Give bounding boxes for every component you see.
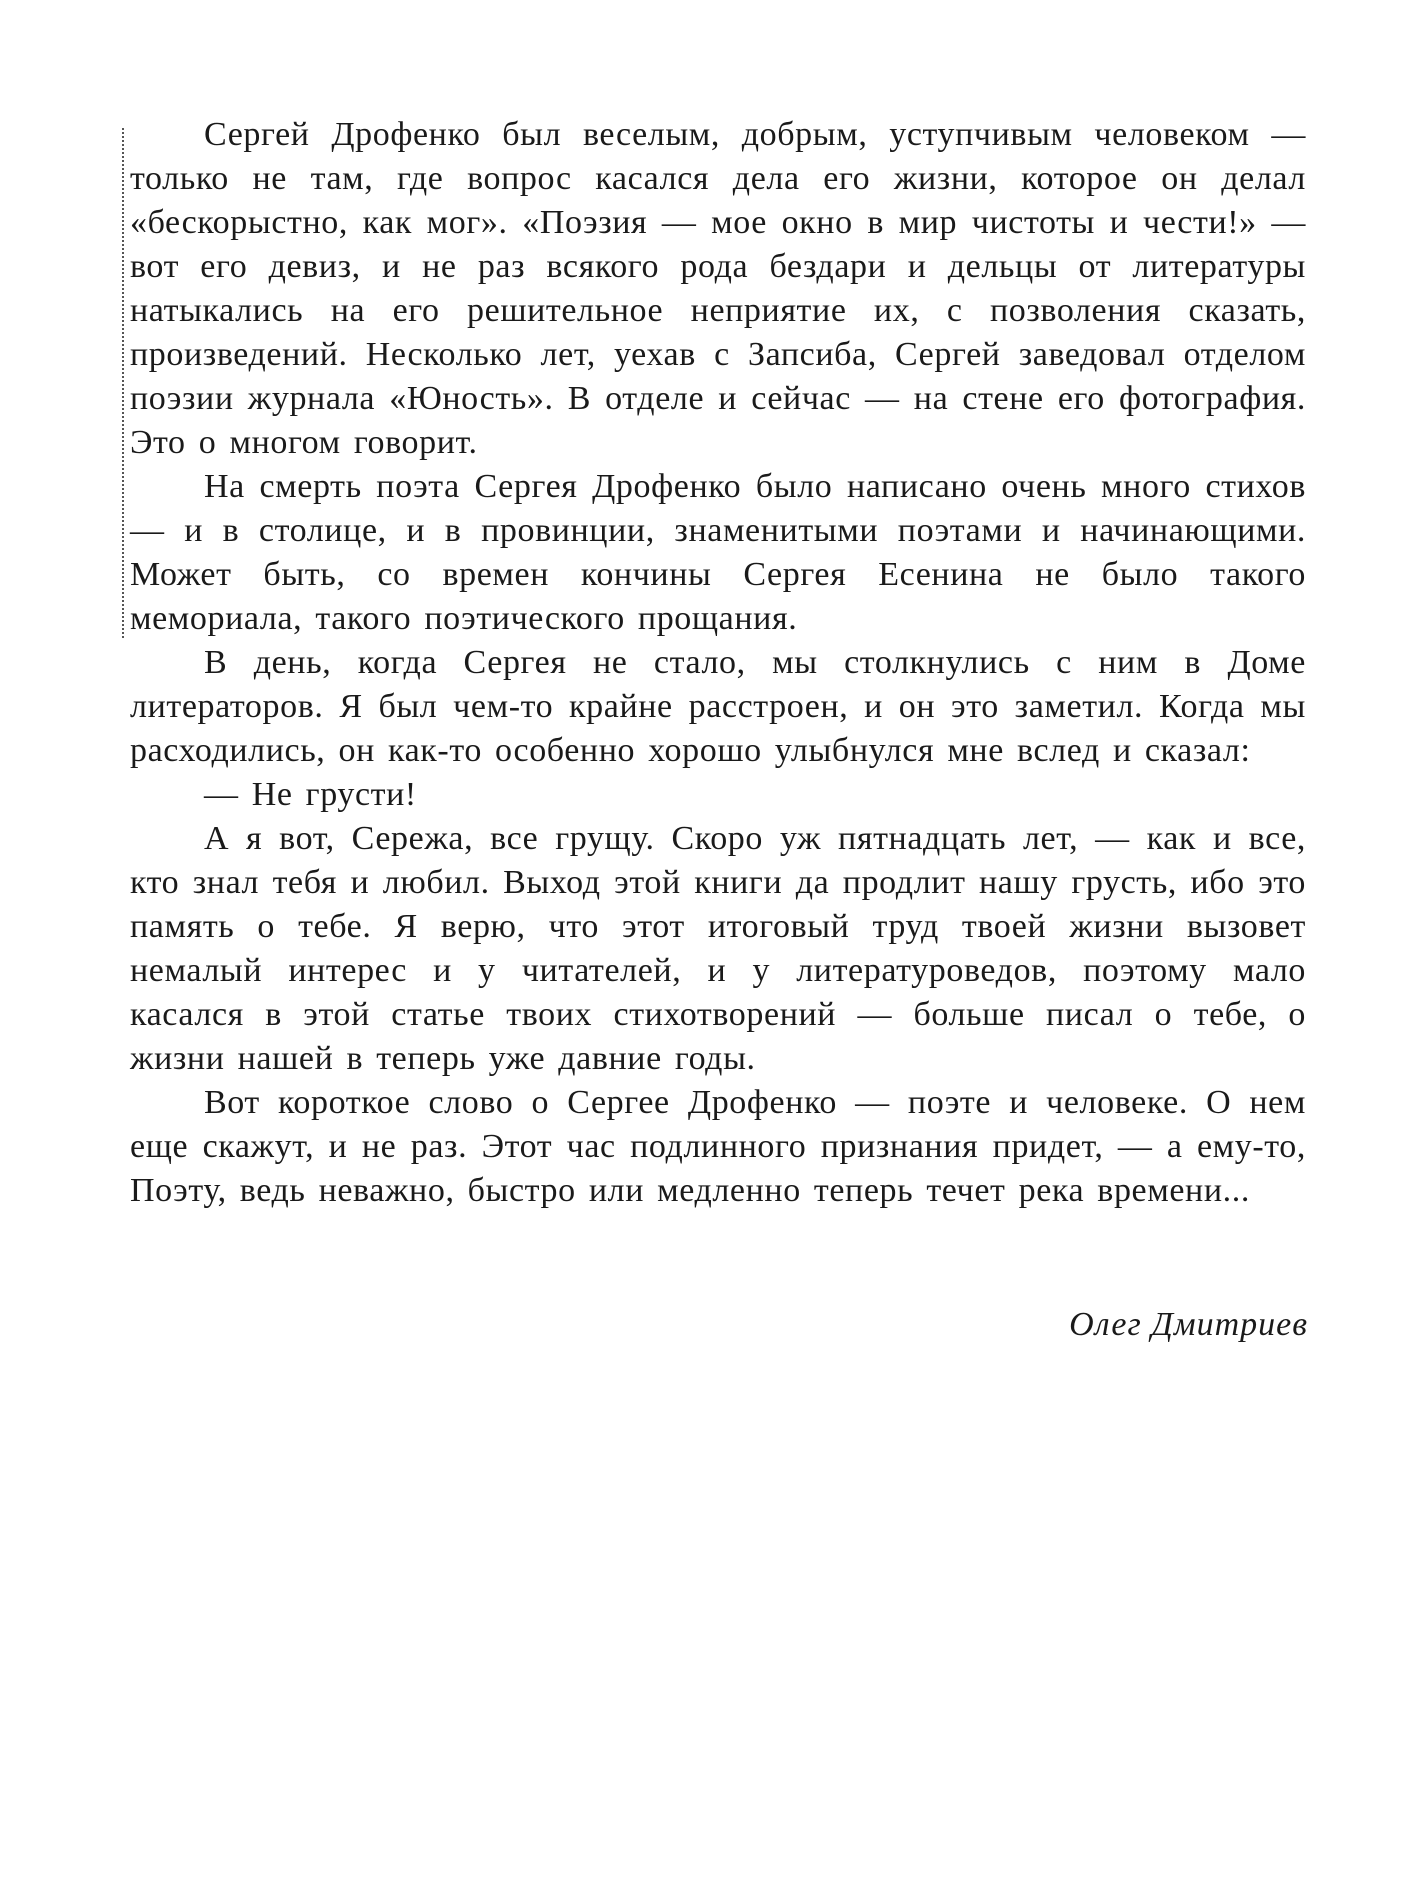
paragraph-4-quote: — Не грусти! bbox=[204, 776, 417, 813]
paragraph-6: Вот короткое слово о Сергее Дрофенко — поэте и человеке. О нем еще скажут, и не раз. Этот час подлинного признания придет, — а ему-то, Поэту, ведь неважно, быстро или медленно теперь течет река времени... bbox=[130, 1084, 1306, 1209]
paragraph-5: А я вот, Сережа, все грущу. Скоро уж пятнадцать лет, — как и все, кто знал тебя и любил. Выход этой книги да продлит нашу грусть, ибо это память о тебе. Я верю, что этот итоговый труд твоей жизни вызовет немалый интерес и у читателей, и у литературоведов, поэтому мало касался в этой статье твоих стихотворений — больше писал о тебе, о жизни нашей в теперь уже давние годы. bbox=[130, 820, 1306, 1077]
article-body bbox=[130, 113, 1306, 1213]
paragraph-1: Сергей Дрофенко был веселым, добрым, уступчивым человеком — только не там, где вопрос касался дела его жизни, которое он делал «бескорыстно, как мог». «Поэзия — мое окно в мир чистоты и чести!» — вот его девиз, и не раз всякого рода бездари и дельцы от литературы натыкались на его решительное неприятие их, с позволения сказать, произведений. Несколько лет, уехав с Запсиба, Сергей заведовал отделом поэзии журнала «Юность». В отделе и сейчас — на стене его фотография. Это о многом говорит. bbox=[130, 116, 1306, 461]
paragraph-3: В день, когда Сергея не стало, мы столкнулись с ним в Доме литераторов. Я был чем-то крайне расстроен, и он это заметил. Когда мы расходились, он как-то особенно хорошо улыбнулся мне вслед и сказал: bbox=[130, 644, 1306, 769]
paragraph-2: На смерть поэта Сергея Дрофенко было написано очень много стихов — и в столице, и в провинции, знаменитыми поэтами и начинающими. Может быть, со времен кончины Сергея Есенина не было такого мемориала, такого поэтического прощания. bbox=[130, 468, 1306, 637]
margin-scan-marks bbox=[122, 128, 128, 638]
author-signature: Олег Дмитриев bbox=[1069, 1306, 1308, 1343]
